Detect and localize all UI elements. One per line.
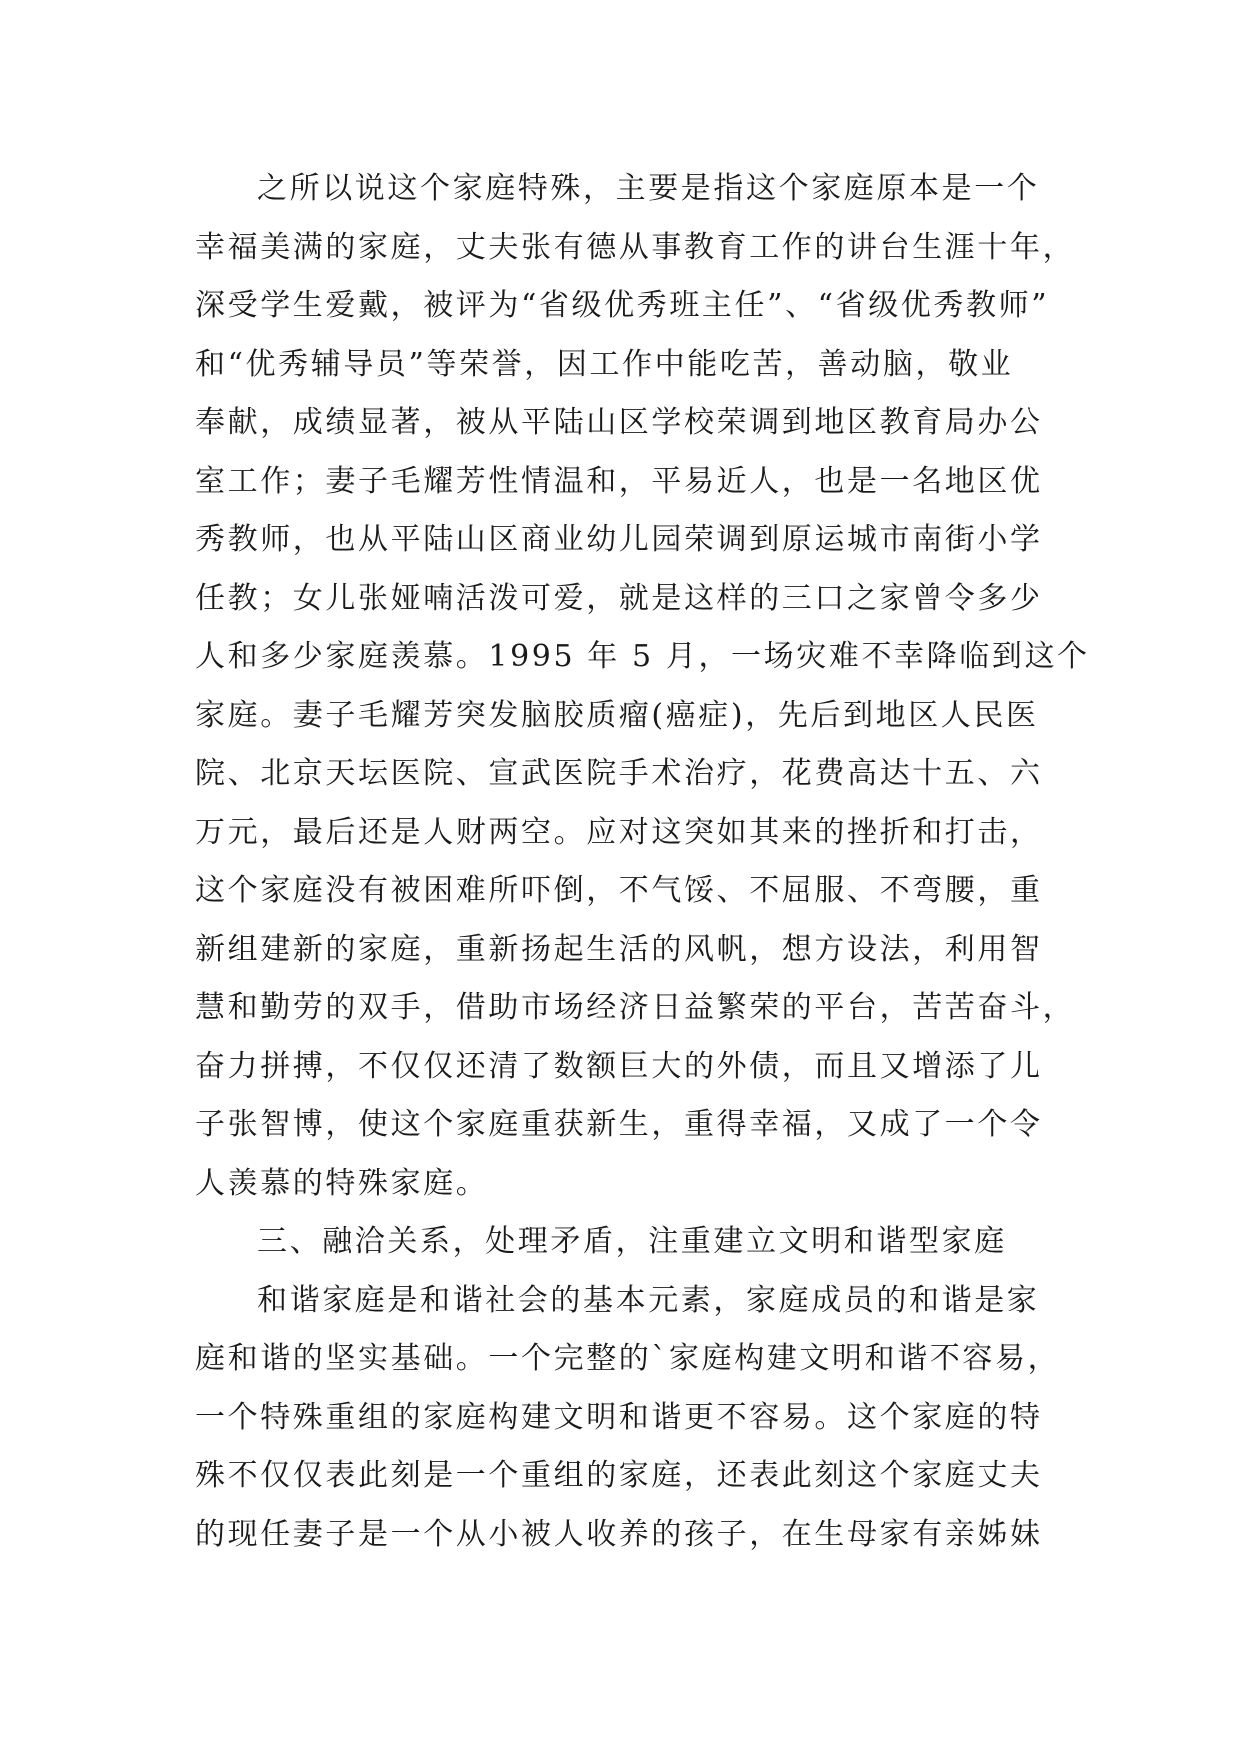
text-line: 一个特殊重组的家庭构建文明和谐更不容易。这个家庭的特 [195, 1399, 1043, 1435]
text-line: 院、北京天坛医院、宣武医院手术治疗，花费高达十五、六 [195, 756, 1043, 791]
document-body [195, 160, 1090, 1564]
text-line: 和“优秀辅导员”等荣誉，因工作中能吃苦，善动脑，敬业 [195, 346, 1014, 382]
text-line: 庭和谐的坚实基础。一个完整的`家庭构建文明和谐不容易， [195, 1341, 1061, 1376]
paragraph-2 [195, 1272, 1061, 1565]
text-line: 奋力拼搏，不仅仅还清了数额巨大的外债，而且又增添了儿 [195, 1048, 1043, 1084]
text-line: 和谐家庭是和谐社会的基本元素，家庭成员的和谐是家 [257, 1282, 1040, 1318]
text-line: 室工作；妻子毛耀芳性情温和，平易近人，也是一名地区优 [195, 463, 1043, 499]
text-line: 之所以说这个家庭特殊，主要是指这个家庭原本是一个 [257, 171, 1040, 206]
text-line: 深受学生爱戴，被评为“省级优秀班主任”、“省级优秀教师” [195, 288, 1050, 323]
text-line: 这个家庭没有被困难所吓倒，不气馁、不屈服、不弯腰，重 [195, 873, 1043, 908]
text-line: 人和多少家庭羡慕。1995 年 5 月，一场灾难不幸降临到这个 [195, 639, 1090, 674]
text-line: 新组建新的家庭，重新扬起生活的风帆，想方设法，利用智 [195, 931, 1043, 967]
text-line: 人羡慕的特殊家庭。 [195, 1165, 489, 1201]
text-line: 殊不仅仅表此刻是一个重组的家庭，还表此刻这个家庭丈夫 [195, 1458, 1043, 1493]
text-line: 奉献，成绩显著，被从平陆山区学校荣调到地区教育局办公 [195, 405, 1043, 440]
text-line: 万元，最后还是人财两空。应对这突如其来的挫折和打击， [195, 814, 1043, 850]
text-line: 慧和勤劳的双手，借助市场经济日益繁荣的平台，苦苦奋斗， [195, 990, 1076, 1025]
text-line: 的现任妻子是一个从小被人收养的孩子，在生母家有亲姊妹 [195, 1516, 1043, 1552]
text-line: 任教；女儿张娅喃活泼可爱，就是这样的三口之家曾令多少 [195, 580, 1043, 616]
text-line: 家庭。妻子毛耀芳突发脑胶质瘤(癌症)，先后到地区人民医 [195, 697, 1039, 733]
text-line: 秀教师，也从平陆山区商业幼儿园荣调到原运城市南街小学 [195, 522, 1043, 557]
paragraph-1 [195, 160, 1090, 1213]
text-line: 子张智博，使这个家庭重获新生，重得幸福，又成了一个令 [195, 1107, 1043, 1142]
text-line: 幸福美满的家庭，丈夫张有德从事教育工作的讲台生涯十年， [195, 229, 1076, 265]
section-heading: 三、融洽关系，处理矛盾，注重建立文明和谐型家庭 [257, 1224, 1007, 1259]
